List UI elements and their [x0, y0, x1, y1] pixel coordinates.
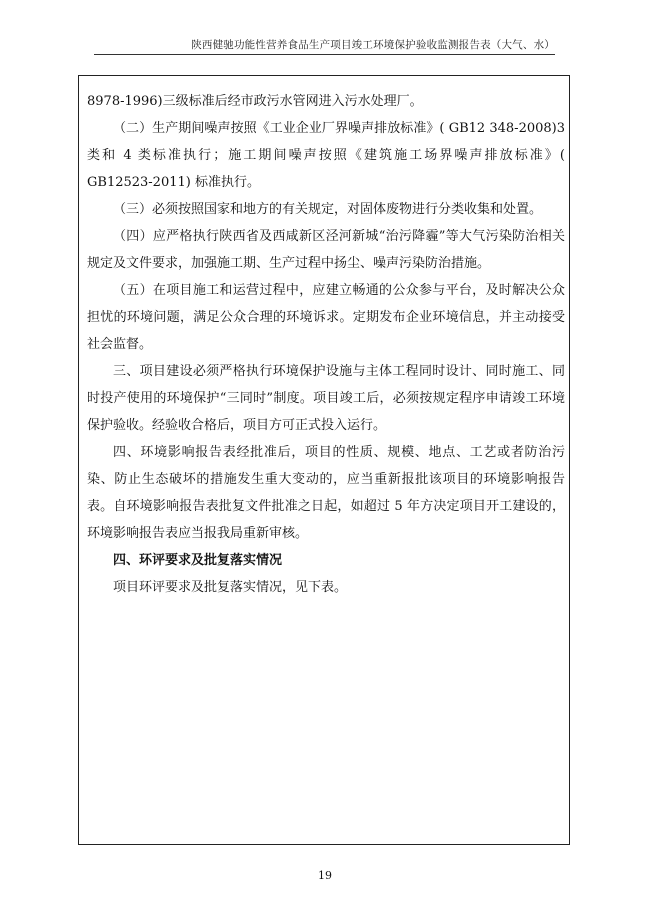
page-number: 19: [318, 869, 332, 882]
section-text: 项目环评要求及批复落实情况，见下表。: [113, 580, 348, 595]
body-paragraph-1: 8978-1996)三级标准后经市政污水管网进入污水处理厂。: [87, 94, 423, 109]
body-paragraph-2: （二）生产期间噪声按照《工业企业厂界噪声排放标准》( GB12 348-2008)3 类和 4 类标准执行；施工期间噪声按照《建筑施工场界噪声排放标准》( GB12523-2011) 标准执行。: [87, 121, 565, 190]
body-paragraph-3: （三）必须按照国家和地方的有关规定，对固体废物进行分类收集和处置。: [113, 202, 543, 217]
body-paragraph-6: 三、项目建设必须严格执行环境保护设施与主体工程同时设计、同时施工、同时投产使用的环境保护“三同时”制度。项目竣工后，必须按规定程序申请竣工环境保护验收。经验收合格后，项目方可正式投入运行。: [87, 364, 565, 433]
body-paragraph-4: （四）应严格执行陕西省及西咸新区泾河新城“治污降霾”等大气污染防治相关规定及文件要求，加强施工期、生产过程中扬尘、噪声污染防治措施。: [87, 229, 565, 271]
body-paragraph-7: 四、环境影响报告表经批准后，项目的性质、规模、地点、工艺或者防治污染、防止生态破坏的措施发生重大变动的，应当重新报批该项目的环境影响报告表。自环境影响报告表批复文件批准之日起，如超过 5 年方决定项目开工建设的，环境影响报告表应当报我局重新审核。: [87, 445, 565, 541]
header-divider: [94, 54, 555, 55]
section-heading: 四、环评要求及批复落实情况: [113, 553, 283, 568]
document-body: [87, 88, 565, 601]
body-paragraph-5: （五）在项目施工和运营过程中，应建立畅通的公众参与平台，及时解决公众担忧的环境问题，满足公众合理的环境诉求。定期发布企业环境信息，并主动接受社会监督。: [87, 283, 565, 352]
running-header: 陕西健驰功能性营养食品生产项目竣工环境保护验收监测报告表（大气、水）: [191, 39, 555, 51]
